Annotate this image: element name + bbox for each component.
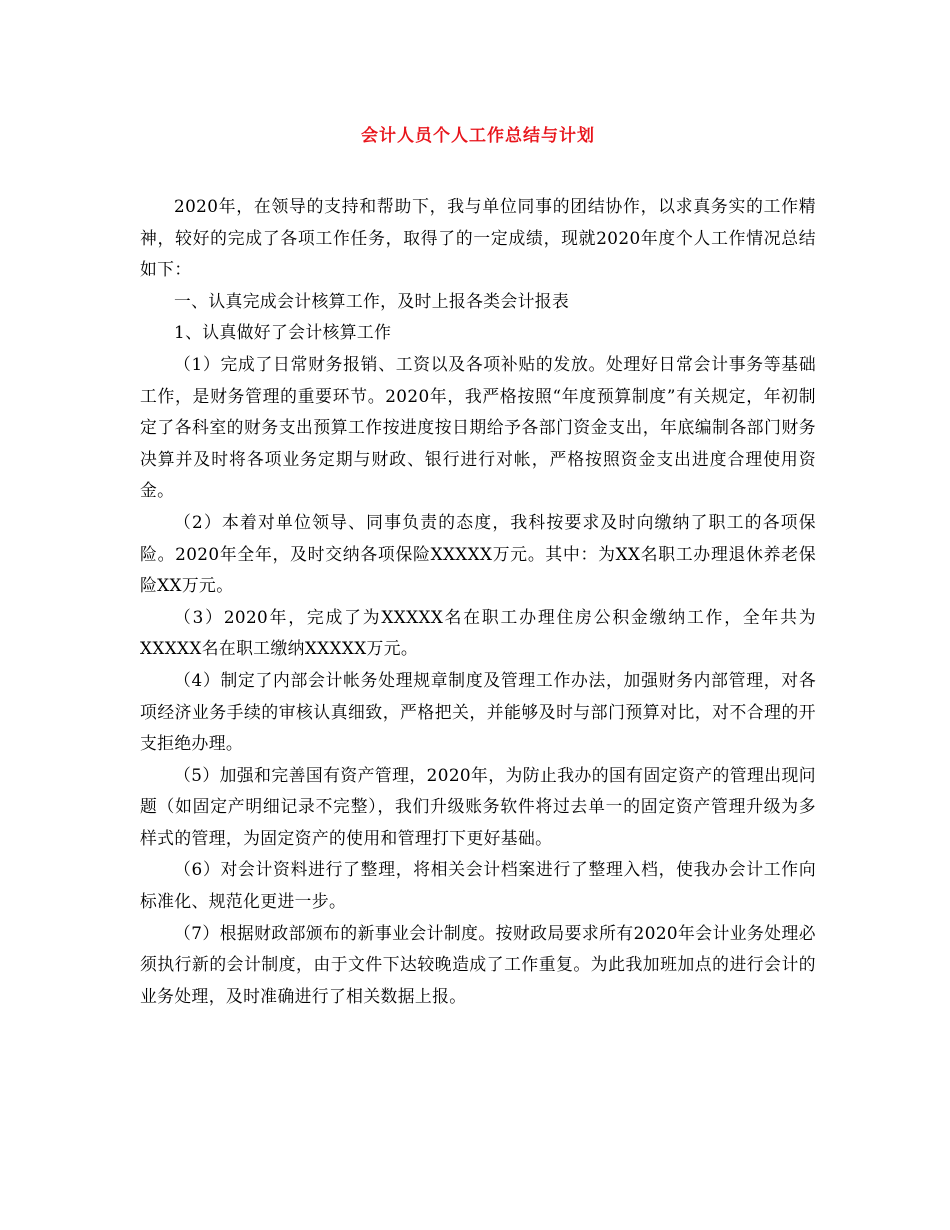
paragraph-item-1: （1）完成了日常财务报销、工资以及各项补贴的发放。处理好日常会计事务等基础工作，是财务管理的重要环节。2020年，我严格按照“年度预算制度”有关规定，年初制定了各科室的财务支出预算工作按进度按日期给予各部门资金支出，年底编制各部门财务决算并及时将各项业务定期与财政、银行进行对帐，严格按照资金支出进度合理使用资金。 <box>140 353 816 501</box>
paragraph-item-6: （6）对会计资料进行了整理，将相关会计档案进行了整理入档，使我办会计工作向标准化、规范化更进一步。 <box>140 859 816 912</box>
document-body <box>140 191 816 1012</box>
section-heading-1: 一、认真完成会计核算工作，及时上报各类会计报表 <box>174 290 570 311</box>
document-title: 会计人员个人工作总结与计划 <box>361 126 595 146</box>
paragraph-item-7: （7）根据财政部颁布的新事业会计制度。按财政局要求所有2020年会计业务处理必须执行新的会计制度，由于文件下达较晚造成了工作重复。为此我加班加点的进行会计的业务处理，及时准确进行了相关数据上报。 <box>140 922 816 1006</box>
paragraph-intro: 2020年，在领导的支持和帮助下，我与单位同事的团结协作，以求真务实的工作精神，较好的完成了各项工作任务，取得了的一定成绩，现就2020年度个人工作情况总结如下： <box>140 196 816 280</box>
paragraph-item-5: （5）加强和完善国有资产管理，2020年，为防止我办的国有固定资产的管理出现问题（如固定产明细记录不完整），我们升级账务软件将过去单一的固定资产管理升级为多样式的管理，为固定资产的使用和管理打下更好基础。 <box>140 764 816 848</box>
paragraph-item-2: （2）本着对单位领导、同事负责的态度，我科按要求及时向缴纳了职工的各项保险。2020年全年，及时交纳各项保险XXXXX万元。其中：为XX名职工办理退休养老保险XX万元。 <box>140 511 816 596</box>
subsection-heading-1: 1、认真做好了会计核算工作 <box>174 322 392 343</box>
paragraph-item-3: （3）2020年，完成了为XXXXX名在职工办理住房公积金缴纳工作，全年共为XXXXX名在职工缴纳XXXXX万元。 <box>140 606 816 659</box>
paragraph-item-4: （4）制定了内部会计帐务处理规章制度及管理工作办法，加强财务内部管理，对各项经济业务手续的审核认真细致，严格把关，并能够及时与部门预算对比，对不合理的开支拒绝办理。 <box>140 669 816 754</box>
document-page <box>140 0 816 1012</box>
